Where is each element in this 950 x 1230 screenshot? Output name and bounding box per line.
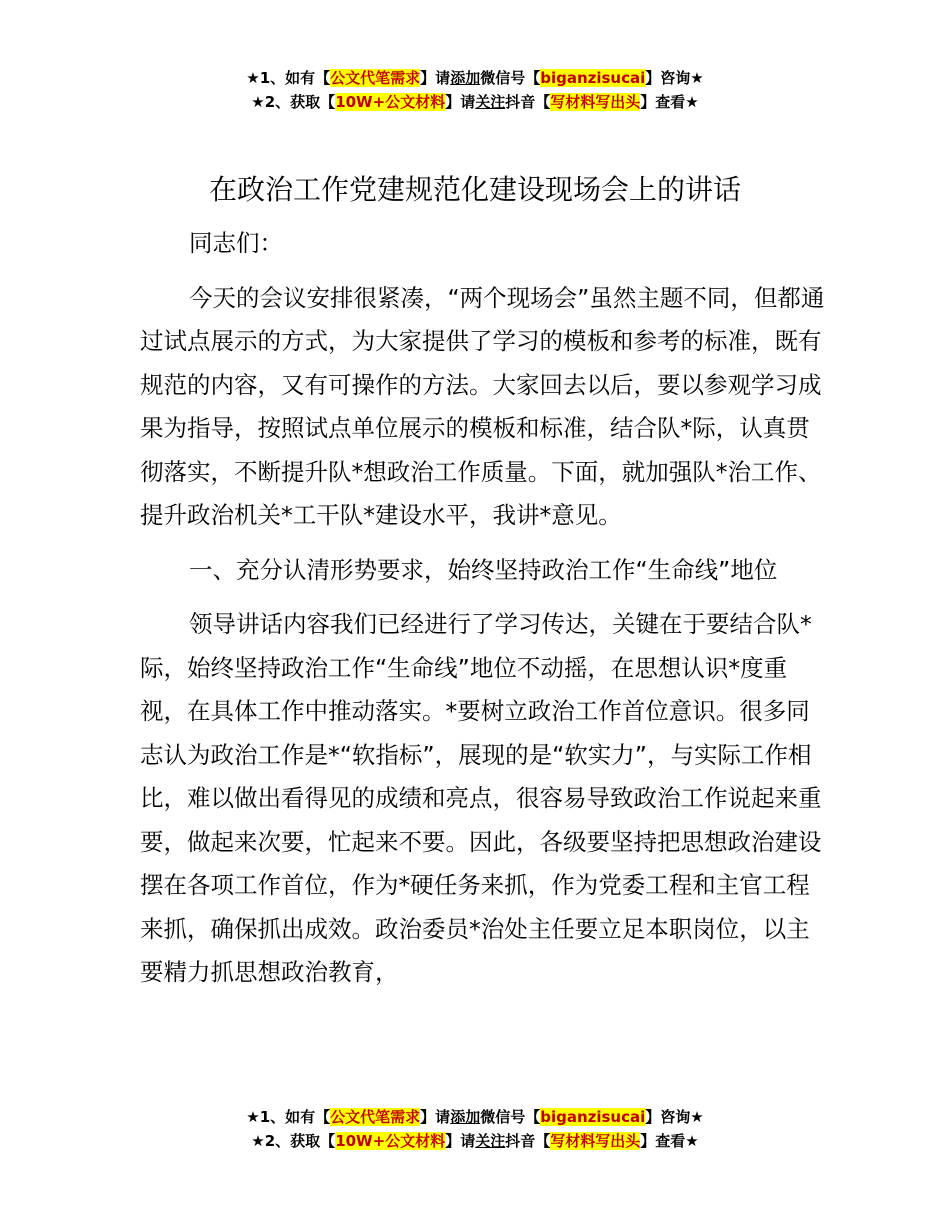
- document-title: 在政治工作党建规范化建设现场会上的讲话: [208, 173, 741, 206]
- paragraph: 今天的会议安排很紧凑，“两个现场会”虽然主题不同，但都通过试点展示的方式，为大家提供了学习的模板和参考的标准，既有规范的内容，又有可操作的方法。大家回去以后，要以参观学习成果为指导，按照试点单位展示的模板和标准，结合队*际，认真贯彻落实，不断提升队*想政治工作质量。下面，就加强队*治工作、提升政治机关*工干队*建设水平，我讲*意见。: [140, 283, 825, 529]
- paragraph: 领导讲话内容我们已经进行了学习传达，关键在于要结合队*际，始终坚持政治工作“生命线”地位不动摇，在思想认识*度重视，在具体工作中推动落实。*要树立政治工作首位意识。很多同志认为政治工作是*“软指标”，展现的是“软实力”，与实际工作相比，难以做出看得见的成绩和亮点，很容易导致政治工作说起来重要，做起来次要，忙起来不要。因此，各级要坚持把思想政治建设摆在各项工作首位，作为*硬任务来抓，作为党委工程和主官工程来抓，确保抓出成效。政治委员*治处主任要立足本职岗位，以主要精力抓思想政治教育，: [140, 610, 822, 986]
- banner-highlight: biganzisucai: [540, 1108, 646, 1126]
- banner-highlight: 写材料写出头: [550, 93, 641, 111]
- banner-line-2: ★2、获取【10W+公文材料】请关注抖音【写材料写出头】查看★: [251, 1132, 699, 1150]
- banner-line-1: ★1、如有【公文代笔需求】请添加微信号【biganzisucai】咨询★: [246, 1108, 704, 1126]
- banner-highlight: 公文代笔需求: [330, 69, 421, 87]
- banner-highlight: 公文代笔需求: [330, 1108, 421, 1126]
- salutation: 同志们：: [189, 229, 283, 257]
- banner-line-2: ★2、获取【10W+公文材料】请关注抖音【写材料写出头】查看★: [251, 93, 699, 111]
- document-body: [140, 222, 830, 995]
- banner-highlight: biganzisucai: [540, 69, 646, 87]
- banner-highlight: 写材料写出头: [550, 1132, 641, 1150]
- banner-highlight: 10W+公文材料: [335, 1132, 446, 1150]
- banner-line-1: ★1、如有【公文代笔需求】请添加微信号【biganzisucai】咨询★: [246, 69, 704, 87]
- banner-highlight: 10W+公文材料: [335, 93, 446, 111]
- header-banner: [0, 66, 950, 114]
- section-heading: 一、充分认清形势要求，始终坚持政治工作“生命线”地位: [189, 555, 778, 584]
- footer-banner: [0, 1105, 950, 1153]
